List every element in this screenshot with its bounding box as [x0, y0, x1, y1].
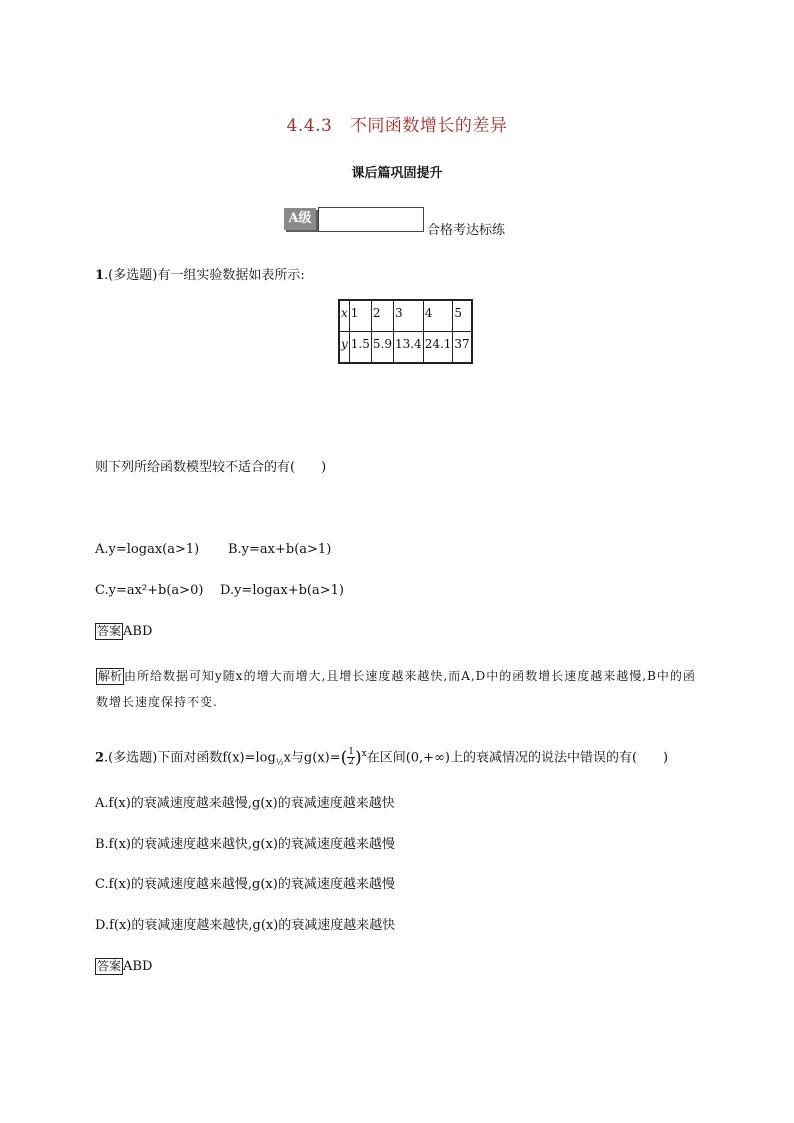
- table-cell: 1: [349, 300, 371, 332]
- log-base: ½: [275, 757, 284, 767]
- fraction: [347, 748, 355, 767]
- answer-line-1: [95, 623, 152, 641]
- table-row: [339, 300, 472, 332]
- exponent: x: [361, 749, 367, 759]
- analysis-tag: 解析: [98, 669, 123, 683]
- question-1-text: .(多选题)有一组实验数据如表所示:: [104, 268, 305, 283]
- analysis-block: [96, 663, 696, 715]
- answer-value: ABD: [123, 624, 153, 639]
- fraction-denominator: 2: [348, 757, 354, 768]
- page-title: 4.4.3 不同函数增长的差异: [286, 116, 508, 136]
- table-cell: 2: [371, 300, 393, 332]
- question-1-prompt: 则下列所给函数模型较不适合的有( ): [95, 460, 327, 475]
- question-2-text-c: 在区间(0,+∞)上的衰减情况的说法中错误的有( ): [366, 750, 669, 766]
- question-1-stem: [95, 267, 305, 285]
- option-a: A.f(x)的衰减速度越来越慢,g(x)的衰减速度越来越快: [95, 796, 395, 811]
- table-cell: 4: [423, 300, 453, 332]
- table-cell: 5.9: [371, 332, 393, 364]
- question-number: 1: [95, 268, 105, 283]
- option-a: A.y=logax(a>1): [95, 542, 200, 557]
- fraction-numerator: 1: [348, 747, 354, 758]
- option-b: B.f(x)的衰减速度越来越快,g(x)的衰减速度越来越慢: [95, 837, 395, 852]
- table-cell: x: [339, 300, 349, 332]
- option-c: C.f(x)的衰减速度越来越慢,g(x)的衰减速度越来越慢: [95, 877, 395, 892]
- level-name-box: [318, 207, 424, 232]
- answer-tag: 答案: [97, 624, 122, 638]
- table-cell: 24.1: [423, 332, 453, 364]
- answer-value: ABD: [123, 959, 153, 974]
- option-d: D.f(x)的衰减速度越来越快,g(x)的衰减速度越来越快: [95, 918, 396, 933]
- level-text: 合格考达标练: [427, 223, 506, 238]
- table-cell: 5: [453, 300, 472, 332]
- answer-line-2: [95, 958, 152, 976]
- page-subtitle: 课后篇巩固提升: [351, 166, 443, 181]
- analysis-text: 由所给数据可知y随x的增大而增大,且增长速度越来越快,而A,D中的函数增长速度越来越慢,B中的函数增长速度保持不变.: [96, 669, 696, 709]
- table-cell: 1.5: [349, 332, 371, 364]
- table-cell: y: [339, 332, 349, 364]
- table-cell: 37: [453, 332, 472, 364]
- table-cell: 3: [393, 300, 423, 332]
- question-2-text-b: x与g(x)=: [283, 750, 341, 766]
- option-d: D.y=logax+b(a>1): [220, 583, 344, 598]
- table-row: [339, 332, 472, 364]
- level-badge: A级: [284, 208, 316, 230]
- option-b: B.y=ax+b(a>1): [228, 542, 332, 557]
- question-2-text: .(多选题)下面对函数f(x)=log: [104, 750, 276, 766]
- experiment-data-table: [338, 299, 473, 364]
- option-c: C.y=ax²+b(a>0): [95, 583, 204, 598]
- question-number: 2: [95, 750, 105, 766]
- table-cell: 13.4: [393, 332, 423, 364]
- answer-tag: 答案: [97, 959, 122, 973]
- question-2-stem: 2.(多选题)下面对函数$f(x)=\log_{\frac{1}{2}}x$与g(x)=( $\frac{1}{2}$ )$^x$在区间(0,+∞)上的衰减情况的说法中错误的有( ): [95, 747, 669, 768]
